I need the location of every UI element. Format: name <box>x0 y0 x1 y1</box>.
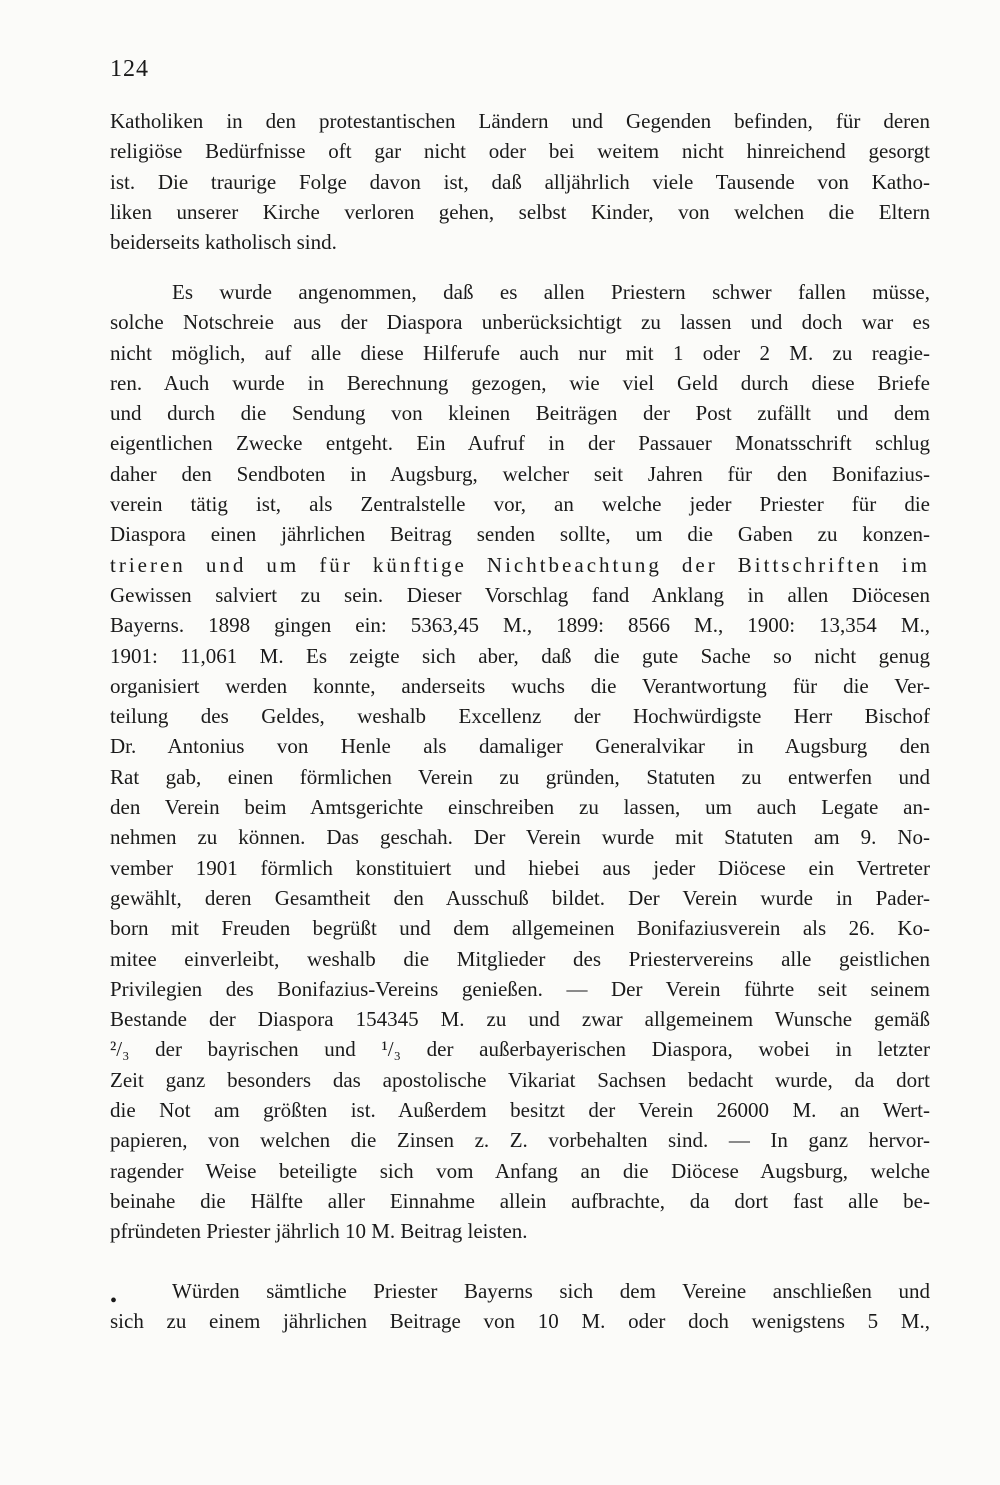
text-line: gewählt, deren Gesamtheit den Ausschuß bildet. Der Verein wurde in Pader- <box>110 885 930 910</box>
text-line: liken unserer Kirche verloren gehen, selbst Kinder, von welchen die Eltern <box>110 199 930 224</box>
text-line: den Verein beim Amtsgerichte einschreiben zu lassen, um auch Legate an- <box>110 795 930 820</box>
page-number: 124 <box>110 56 149 82</box>
paragraph-1 <box>110 106 930 257</box>
paragraph-2 <box>110 277 930 1247</box>
text-line: Zeit ganz besonders das apostolische Vikariat Sachsen bedacht wurde, da dort <box>110 1067 930 1092</box>
text-line: 1901: 11,061 M. Es zeigte sich aber, daß die gute Sache so nicht genug <box>110 643 930 668</box>
text-line: ist. Die traurige Folge davon ist, daß alljährlich viele Tausende von Katho- <box>110 169 930 194</box>
text-line: Bestande der Diaspora 154345 M. zu und zwar allgemeinem Wunsche gemäß <box>110 1007 930 1032</box>
text-line: Würden sämtliche Priester Bayerns sich dem Vereine anschließen und <box>172 1279 930 1303</box>
text-line: nehmen zu können. Das geschah. Der Verein wurde mit Statuten am 9. No- <box>110 825 930 850</box>
text-line: nicht möglich, auf alle diese Hilferufe auch nur mit 1 oder 2 M. zu reagie- <box>110 340 930 365</box>
text-line: vember 1901 förmlich konstituiert und hiebei aus jeder Diöcese ein Vertreter <box>110 855 930 880</box>
text-line: Bayerns. 1898 gingen ein: 5363,45 M., 1899: 8566 M., 1900: 13,354 M., <box>110 613 930 638</box>
text-line: solche Notschreie aus der Diaspora unberücksichtigt zu lassen und doch war es <box>110 310 930 335</box>
text-line: religiöse Bedürfnisse oft gar nicht oder bei weitem nicht hinreichend gesorgt <box>110 139 930 164</box>
text-line: ²/₃ der bayrischen und ¹/₃ der außerbayerischen Diaspora, wobei in letzter <box>110 1037 930 1062</box>
text-line: Rat gab, einen förmlichen Verein zu gründen, Statuten zu entwerfen und <box>110 764 930 789</box>
text-line: beiderseits katholisch sind. <box>110 230 337 255</box>
text-line: sich zu einem jährlichen Beitrage von 10 M. oder doch wenigstens 5 M., <box>110 1309 930 1334</box>
text-line: eigentlichen Zwecke entgeht. Ein Aufruf in der Passauer Monatsschrift schlug <box>110 431 930 456</box>
text-line: organisiert werden konnte, anderseits wuchs die Verantwortung für die Ver- <box>110 673 930 698</box>
paragraph-3 <box>110 1276 930 1337</box>
text-line: Es wurde angenommen, daß es allen Priestern schwer fallen müsse, <box>172 280 930 304</box>
text-line: die Not am größten ist. Außerdem besitzt der Verein 26000 M. an Wert- <box>110 1098 930 1123</box>
text-line: Dr. Antonius von Henle als damaliger Generalvikar in Augsburg den <box>110 734 930 759</box>
text-line: Privilegien des Bonifazius-Vereins genießen. — Der Verein führte seit seinem <box>110 976 930 1001</box>
text-line: pfründeten Priester jährlich 10 M. Beitrag leisten. <box>110 1219 528 1244</box>
text-line: teilung des Geldes, weshalb Excellenz der Hochwürdigste Herr Bischof <box>110 704 930 729</box>
text-line: verein tätig ist, als Zentralstelle vor, an welche jeder Priester für die <box>110 492 930 517</box>
text-line: Diaspora einen jährlichen Beitrag senden sollte, um die Gaben zu konzen- <box>110 522 930 547</box>
text-line: papieren, von welchen die Zinsen z. Z. vorbehalten sind. — In ganz hervor- <box>110 1128 930 1153</box>
text-line: born mit Freuden begrüßt und dem allgemeinen Bonifaziusverein als 26. Ko- <box>110 916 930 941</box>
text-line: Katholiken in den protestantischen Ländern und Gegenden befinden, für deren <box>110 109 930 133</box>
stray-mark: • <box>110 1290 118 1312</box>
text-line: und durch die Sendung von kleinen Beiträgen der Post zufällt und dem <box>110 401 930 426</box>
text-line: daher den Sendboten in Augsburg, welcher seit Jahren für den Bonifazius- <box>110 461 930 486</box>
text-line: beinahe die Hälfte aller Einnahme allein aufbrachte, da dort fast alle be- <box>110 1188 930 1213</box>
text-line: ragender Weise beteiligte sich vom Anfang an die Diöcese Augsburg, welche <box>110 1158 930 1183</box>
text-line: mitee einverleibt, weshalb die Mitglieder des Priestervereins alle geistlichen <box>110 946 930 971</box>
text-line: Gewissen salviert zu sein. Dieser Vorschlag fand Anklang in allen Diöcesen <box>110 582 930 607</box>
text-line: trieren und um für künftige Nichtbeachtung der Bittschriften im <box>110 552 930 577</box>
text-line: ren. Auch wurde in Berechnung gezogen, wie viel Geld durch diese Briefe <box>110 370 930 395</box>
